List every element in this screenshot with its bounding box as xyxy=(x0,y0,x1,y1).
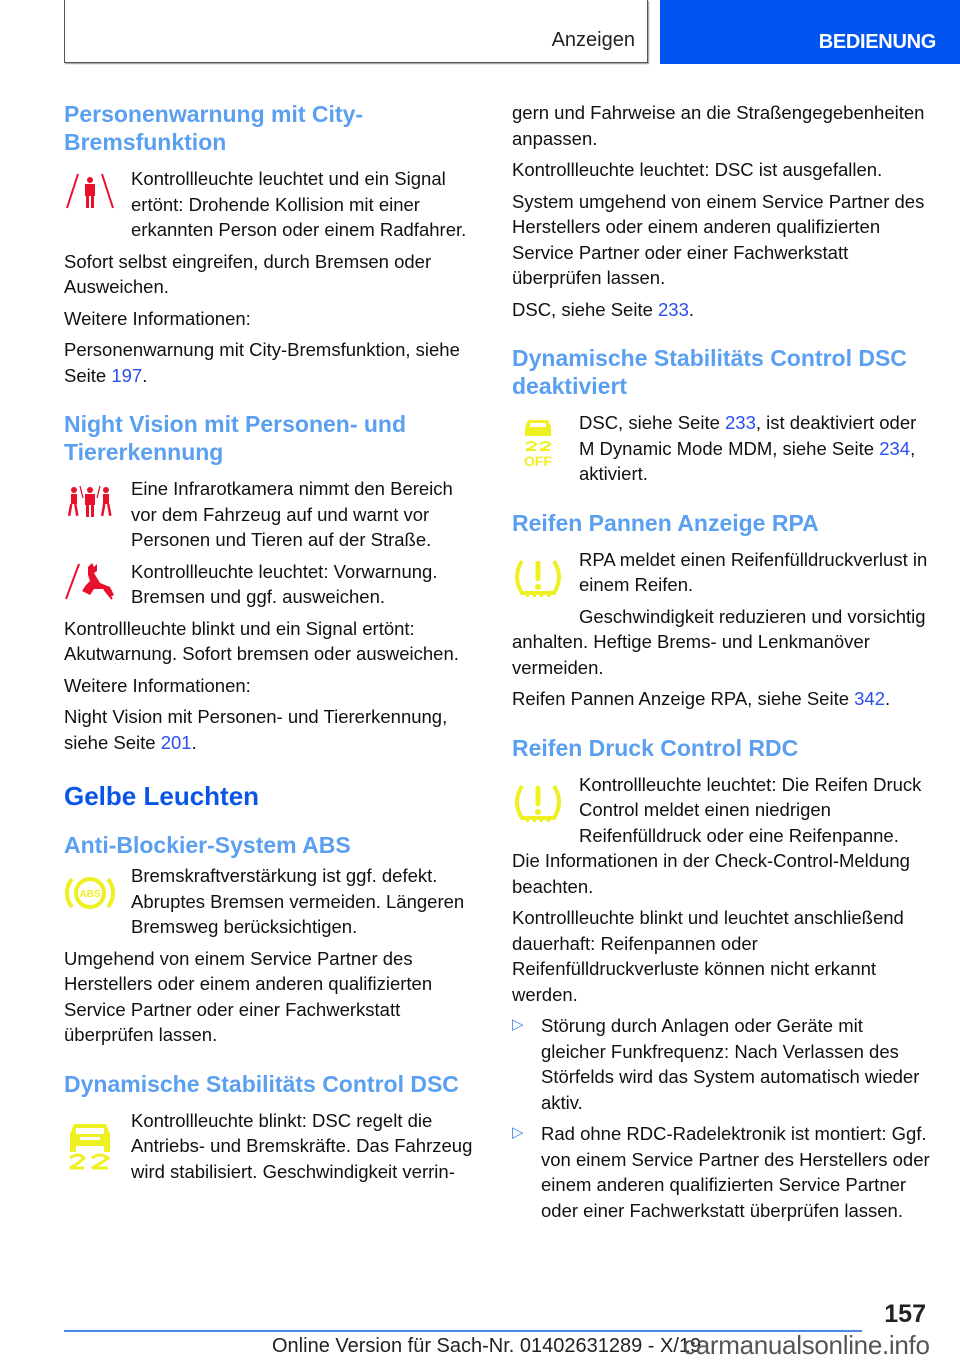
pedestrian-warning-icon xyxy=(64,168,116,220)
icon-paragraph xyxy=(64,166,480,243)
page-link-233[interactable]: 233 xyxy=(658,298,689,320)
paragraph: Sofort selbst eingreifen, durch Bremsen oder Ausweichen. xyxy=(64,250,432,297)
triangle-bullet-icon: ▷ xyxy=(512,1124,524,1141)
heading-abs: Anti-Blockier-System ABS xyxy=(64,832,351,858)
paragraph: Kontrollleuchte leuchtet: DSC ist ausgefallen. xyxy=(512,159,883,180)
svg-text:OFF: OFF xyxy=(524,453,552,468)
icon-paragraph xyxy=(512,772,932,849)
icon-paragraph xyxy=(64,863,480,940)
list-item: ▷ Rad ohne RDC-Radelektronik ist montiert: Ggf. von einem Service Partner des Herstellers oder einem anderen qualifizierten Service Partner oder einer Fachwerkstatt überprüfen lassen. xyxy=(512,1123,930,1221)
paragraph: Weitere Informationen: xyxy=(64,307,251,329)
icon-paragraph xyxy=(64,476,480,553)
watermark: carmanualsonline.info xyxy=(683,1330,930,1360)
page-link-342[interactable]: 342 xyxy=(854,688,886,709)
heading-dsc-deaktiviert: Dynamische Stabilitäts Control DSC deaktiviert xyxy=(512,345,907,399)
tire-pressure-icon xyxy=(512,553,564,605)
paragraph: Eine Infrarotkamera nimmt den Bereich vor dem Fahrzeug auf und warnt vor Personen und Tieren auf der Straße. xyxy=(131,478,453,550)
paragraph: Weitere Informationen: xyxy=(64,674,251,696)
icon-paragraph xyxy=(512,410,932,487)
dsc-icon xyxy=(64,1120,116,1172)
paragraph-with-link: DSC, siehe Seite 233. xyxy=(512,298,695,320)
paragraph: RPA meldet einen Reifenfülldruckverlust in einem Reifen. xyxy=(579,548,928,595)
footer-version-text: Online Version für Sach-Nr. 01402631289 - X/19 xyxy=(272,1335,702,1357)
deer-warning-icon xyxy=(64,561,116,613)
paragraph: System umgehend von einem Service Partner des Herstellers oder einem anderen qualifizierten Service Partner oder einer Fachwerkstatt überprüfen lassen. xyxy=(512,190,925,288)
heading-rdc: Reifen Druck Control RDC xyxy=(512,734,799,761)
paragraph: Kontrollleuchte blinkt und ein Signal ertönt: Akutwarnung. Sofort bremsen oder ausweichen. xyxy=(64,617,459,664)
icon-paragraph xyxy=(512,547,932,598)
paragraph-with-link: Reifen Pannen Anzeige RPA, siehe Seite 342. xyxy=(512,688,891,709)
paragraph: Kontrollleuchte blinkt und leuchtet anschließend dauerhaft: Reifenpannen oder Reifenfülldruckverluste können nicht erkannt werden. xyxy=(512,907,904,1005)
paragraph: Die Informationen in der Check-Control-Meldung beachten. xyxy=(512,850,910,897)
paragraph: Kontrollleuchte leuchtet: Vorwarnung. Bremsen und ggf. ausweichen. xyxy=(131,560,438,607)
paragraph: gern und Fahrweise an die Straßengegebenheiten anpassen. xyxy=(512,102,925,149)
paragraph: Kontrollleuchte blinkt: DSC regelt die Antriebs- und Bremskräfte. Das Fahrzeug wird stabilisiert. Geschwindigkeit verrin- xyxy=(131,1109,473,1182)
paragraph: Umgehend von einem Service Partner des Herstellers oder einem anderen qualifizierten Service Partner oder einer Fachwerkstatt überprüfen lassen. xyxy=(64,947,433,1045)
paragraph: Bremskraftverstärkung ist ggf. defekt. Abruptes Bremsen vermeiden. Längeren Bremsweg berücksichtigen. xyxy=(131,865,465,937)
page-number: 157 xyxy=(884,1300,926,1328)
page-link-233[interactable]: 233 xyxy=(725,412,756,433)
heading-personenwarnung: Personenwarnung mit City-Bremsfunktion xyxy=(64,101,364,155)
heading-rpa: Reifen Pannen Anzeige RPA xyxy=(512,509,819,536)
paragraph-with-links: DSC, siehe Seite 233, ist deaktiviert oder M Dynamic Mode MDM, siehe Seite 234, aktiviert. xyxy=(579,412,917,484)
svg-text:ABS: ABS xyxy=(79,889,101,900)
right-column xyxy=(512,100,932,1223)
night-vision-persons-icon xyxy=(64,478,116,530)
tire-pressure-icon xyxy=(512,778,564,830)
paragraph-with-link: Personenwarnung mit City-Bremsfunktion, siehe Seite 197. xyxy=(64,339,460,386)
triangle-bullet-icon: ▷ xyxy=(512,1016,524,1033)
paragraph-with-link: Night Vision mit Personen- und Tiererkennung, siehe Seite 201. xyxy=(64,706,448,753)
header-section-box xyxy=(64,0,648,63)
heading-dsc: Dynamische Stabilitäts Control DSC xyxy=(64,1070,459,1097)
heading-night-vision: Night Vision mit Personen- und Tiererkennung xyxy=(64,411,407,465)
abs-icon xyxy=(64,869,116,921)
icon-paragraph xyxy=(64,559,480,610)
page-link-234[interactable]: 234 xyxy=(879,437,911,459)
list-item: ▷ Störung durch Anlagen oder Geräte mit gleicher Funkfrequenz: Nach Verlassen des Störfelds wird das System automatisch wieder aktiv. xyxy=(512,1015,920,1113)
header-section-label[interactable]: Anzeigen xyxy=(551,29,635,51)
header-chapter-tab[interactable] xyxy=(660,0,960,64)
left-column xyxy=(64,100,480,1184)
dsc-off-icon xyxy=(512,416,564,468)
page-link-201[interactable]: 201 xyxy=(160,731,192,753)
page-link-197[interactable]: 197 xyxy=(111,364,143,386)
chapter-heading-gelbe-leuchten: Gelbe Leuchten xyxy=(64,781,260,811)
icon-paragraph xyxy=(64,1108,480,1185)
paragraph: Geschwindigkeit reduzieren und vorsichtig anhalten. Heftige Brems- und Lenkmanöver vermeiden. xyxy=(512,605,926,678)
paragraph: Kontrollleuchte leuchtet: Die Reifen Druck Control meldet einen niedrigen Reifenfülldruck oder eine Reifenpanne. xyxy=(579,773,922,846)
paragraph: Kontrollleuchte leuchtet und ein Signal ertönt: Drohende Kollision mit einer erkannten Person oder einem Radfahrer. xyxy=(131,168,467,240)
header-chapter-label: BEDIENUNG xyxy=(818,31,936,53)
